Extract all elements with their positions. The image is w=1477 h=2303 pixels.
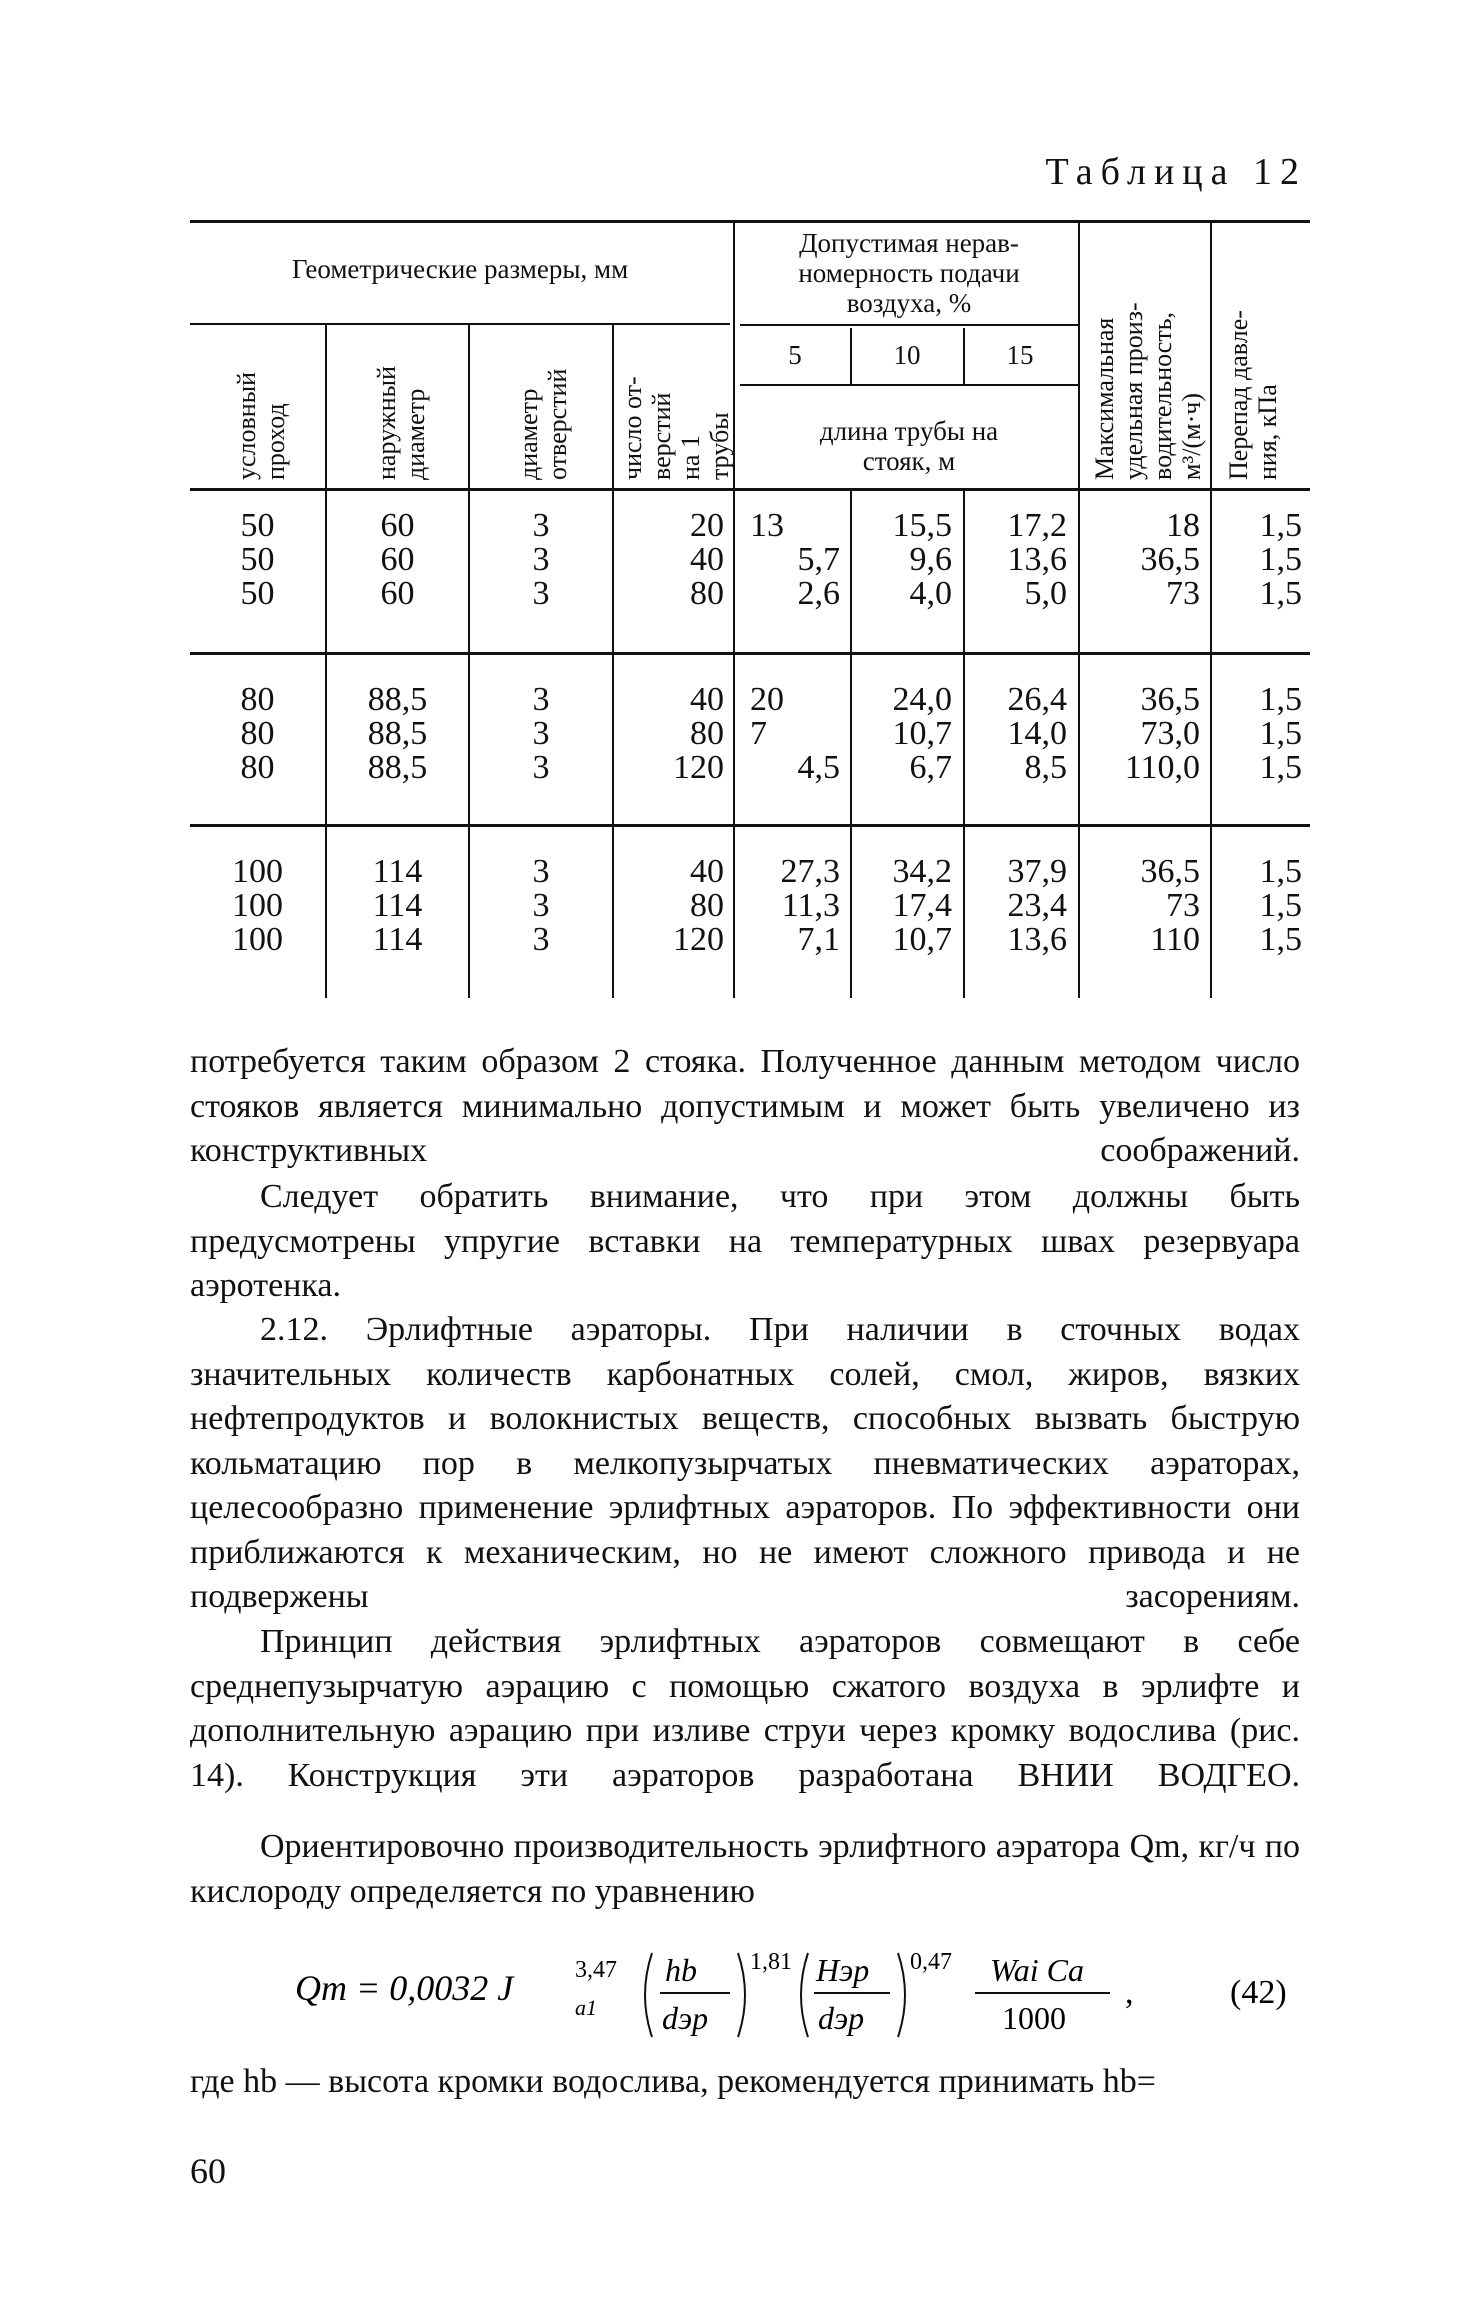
header-holes-line: верстий [647, 392, 676, 480]
header-outer-line: наружный [372, 365, 401, 480]
nominal-cell: 100 [232, 921, 283, 958]
paragraph-5-text: Ориентировочно производительность эрлифтного аэратора Qm, кг/ч по кислороду определяется по уравнению [190, 1828, 1300, 1910]
hole-diameter-cell: 3 [532, 681, 550, 718]
header-pressure-line: Перепад давле- [1224, 310, 1253, 480]
hole-diameter-cell: 3 [532, 541, 550, 578]
pct15-cell: 37,9 [1007, 853, 1067, 890]
frac2-denominator: dэр [818, 2000, 865, 2036]
pressure-cell: 1,5 [1259, 541, 1302, 578]
formula-42 [190, 1945, 1300, 2035]
header-nominal-line: условный [232, 371, 261, 480]
nominal-cell: 80 [240, 681, 275, 718]
outer-diameter-cell: 88,5 [367, 749, 428, 786]
exp-1: 1,81 [750, 1949, 792, 1975]
paragraph-1 [190, 1040, 1300, 1174]
pct15-cell: 17,2 [1007, 507, 1067, 544]
holes-count-cell: 20 [690, 507, 724, 544]
pct15-cell: 13,6 [1007, 921, 1067, 958]
paragraph-2 [190, 1175, 1300, 1309]
nominal-cell: 50 [240, 575, 275, 612]
holes-count-cell: 120 [673, 921, 724, 958]
holes-count-cell: 80 [690, 575, 724, 612]
holes-count-cell: 80 [690, 887, 724, 924]
paren-left-1 [645, 1953, 652, 2037]
pct5-cell: 4,5 [797, 749, 840, 786]
header-holes-line: трубы [705, 412, 734, 480]
pressure-cell: 1,5 [1259, 887, 1302, 924]
outer-diameter-cell: 114 [372, 853, 423, 890]
max-prod-cell: 18 [1166, 507, 1200, 544]
pct5-cell: 7 [750, 715, 767, 752]
header-nonuniformity-line: номерность подачи [798, 258, 1020, 288]
formula-comma: , [1125, 1974, 1134, 2011]
nominal-cell: 80 [240, 749, 275, 786]
pressure-cell: 1,5 [1259, 853, 1302, 890]
pct10-cell: 9,6 [909, 541, 952, 578]
pct15-cell: 5,0 [1024, 575, 1067, 612]
pressure-cell: 1,5 [1259, 715, 1302, 752]
frac3-denominator: 1000 [1002, 2000, 1066, 2036]
paragraph-3 [190, 1308, 1300, 1620]
pct5-cell: 11,3 [781, 887, 840, 924]
header-pct-5: 5 [788, 340, 802, 370]
holes-count-cell: 120 [673, 749, 724, 786]
max-prod-cell: 36,5 [1140, 541, 1200, 578]
nominal-cell: 80 [240, 715, 275, 752]
hole-diameter-cell: 3 [532, 507, 550, 544]
header-nominal-line: проход [261, 403, 290, 480]
formula-svg [190, 1945, 1300, 2045]
section-heading: 2.12. Эрлифтные аэраторы. [260, 1311, 712, 1348]
header-max-prod-line: водительность, [1148, 311, 1177, 480]
outer-diameter-cell: 60 [380, 541, 415, 578]
nominal-cell: 100 [232, 887, 283, 924]
max-prod-cell: 73 [1166, 575, 1200, 612]
paragraph-1-text: потребуется таким образом 2 стояка. Полученное данным методом число стояков является минимально допустимым и может быть увеличено из конструктивных соображений. [190, 1043, 1300, 1169]
pct15-cell: 8,5 [1024, 749, 1067, 786]
formula-j-sup: 3,47 [575, 1957, 617, 1983]
hole-diameter-cell: 3 [532, 853, 550, 890]
nominal-cell: 50 [240, 541, 275, 578]
header-pct-10: 10 [893, 340, 921, 370]
header-pipe-length-line: длина трубы на [819, 416, 999, 446]
pressure-cell: 1,5 [1259, 921, 1302, 958]
outer-diameter-cell: 88,5 [367, 715, 428, 752]
data-table [190, 218, 1310, 998]
pressure-cell: 1,5 [1259, 575, 1302, 612]
paren-right-1 [738, 1953, 745, 2037]
max-prod-cell: 73,0 [1140, 715, 1200, 752]
pct15-cell: 23,4 [1007, 887, 1067, 924]
pct5-cell: 27,3 [780, 853, 840, 890]
pct15-cell: 26,4 [1007, 681, 1067, 718]
paren-right-2 [898, 1953, 905, 2037]
table-body [190, 218, 1310, 998]
holes-count-cell: 40 [690, 853, 724, 890]
header-geometric-sizes: Геометрические размеры, мм [291, 254, 629, 284]
pct15-cell: 13,6 [1007, 541, 1067, 578]
pct5-cell: 5,7 [797, 541, 840, 578]
paragraph-6 [190, 2060, 1300, 2105]
paragraph-2-text: Следует обратить внимание, что при этом должны быть предусмотрены упругие вставки на температурных швах резервуара аэротенка. [190, 1178, 1300, 1304]
nominal-cell: 50 [240, 507, 275, 544]
header-nonuniformity-line: воздуха, % [846, 288, 972, 318]
header-nonuniformity-line: Допустимая нерав- [799, 228, 1019, 258]
header-pressure-line: ния, кПа [1253, 384, 1282, 480]
pct10-cell: 17,4 [892, 887, 952, 924]
max-prod-cell: 73 [1166, 887, 1200, 924]
paragraph-6-text: где hb — высота кромки водослива, рекомендуется принимать hb= [190, 2063, 1156, 2100]
page-number: 60 [190, 2151, 226, 2191]
holes-count-cell: 40 [690, 541, 724, 578]
pct10-cell: 10,7 [892, 715, 952, 752]
pct5-cell: 13 [750, 507, 784, 544]
header-pipe-length-line: стояк, м [862, 446, 956, 476]
formula-number: (42) [1230, 1974, 1287, 2011]
outer-diameter-cell: 60 [380, 507, 415, 544]
holes-count-cell: 80 [690, 715, 724, 752]
max-prod-cell: 110,0 [1124, 749, 1200, 786]
pressure-cell: 1,5 [1259, 507, 1302, 544]
frac2-numerator: Hэр [816, 1952, 870, 1988]
header-hole-diameter-line: диаметр [514, 388, 543, 480]
header-max-prod-line: Максимальная [1090, 317, 1119, 480]
max-prod-cell: 36,5 [1140, 681, 1200, 718]
header-hole-diameter-line: отверстий [543, 368, 572, 480]
outer-diameter-cell: 88,5 [367, 681, 428, 718]
hole-diameter-cell: 3 [532, 921, 550, 958]
pct10-cell: 6,7 [909, 749, 952, 786]
max-prod-cell: 110 [1150, 921, 1200, 958]
hole-diameter-cell: 3 [532, 575, 550, 612]
exp-2: 0,47 [910, 1949, 952, 1975]
header-holes-line: на 1 [676, 435, 705, 480]
outer-diameter-cell: 114 [372, 921, 423, 958]
outer-diameter-cell: 114 [372, 887, 423, 924]
outer-diameter-cell: 60 [380, 575, 415, 612]
max-prod-cell: 36,5 [1140, 853, 1200, 890]
header-max-prod-line: м³/(м·ч) [1177, 393, 1206, 480]
pct10-cell: 24,0 [892, 681, 952, 718]
pct5-cell: 2,6 [797, 575, 840, 612]
pressure-cell: 1,5 [1259, 749, 1302, 786]
nominal-cell: 100 [232, 853, 283, 890]
frac3-numerator: Wai Ca [990, 1952, 1084, 1988]
paragraph-3-text: При наличии в сточных водах значительных количеств карбонатных солей, смол, жиров, вязких нефтепродуктов и волокнистых веществ, способных вызвать быструю кольматацию пор в мелкопузырчатых пневматических аэраторах, целесообразно применение эрлифтных аэраторов. По эффективности они приближаются к механическим, но не имеют сложного привода и не подвержены засорениям. [190, 1311, 1300, 1615]
formula-j-sub: a1 [575, 1995, 597, 2020]
pct10-cell: 15,5 [892, 507, 952, 544]
header-holes-line: число от- [618, 376, 647, 480]
header-max-prod-line: удельная произ- [1119, 302, 1148, 480]
pressure-cell: 1,5 [1259, 681, 1302, 718]
pct10-cell: 34,2 [892, 853, 952, 890]
paragraph-4-text: Принцип действия эрлифтных аэраторов совмещают в себе среднепузырчатую аэрацию с помощью сжатого воздуха в эрлифте и дополнительную аэрацию при изливе струи через кромку водослива (рис. 14). Конструкция эти аэраторов разработана ВНИИ ВОДГЕО. [190, 1623, 1300, 1794]
hole-diameter-cell: 3 [532, 887, 550, 924]
paren-left-2 [801, 1953, 808, 2037]
formula-lhs: Qm = 0,0032 J [295, 1968, 514, 2008]
paragraph-5 [190, 1825, 1300, 1914]
pct10-cell: 10,7 [892, 921, 952, 958]
frac1-numerator: hb [665, 1952, 697, 1988]
pct15-cell: 14,0 [1007, 715, 1067, 752]
pct5-cell: 20 [750, 681, 784, 718]
hole-diameter-cell: 3 [532, 749, 550, 786]
holes-count-cell: 40 [690, 681, 724, 718]
header-outer-line: диаметр [401, 388, 430, 480]
pct10-cell: 4,0 [909, 575, 952, 612]
table-caption: Таблица 12 [1045, 151, 1307, 193]
paragraph-4 [190, 1620, 1300, 1798]
hole-diameter-cell: 3 [532, 715, 550, 752]
frac1-denominator: dэр [662, 2000, 709, 2036]
pct5-cell: 7,1 [797, 921, 840, 958]
header-pct-15: 15 [1006, 340, 1034, 370]
